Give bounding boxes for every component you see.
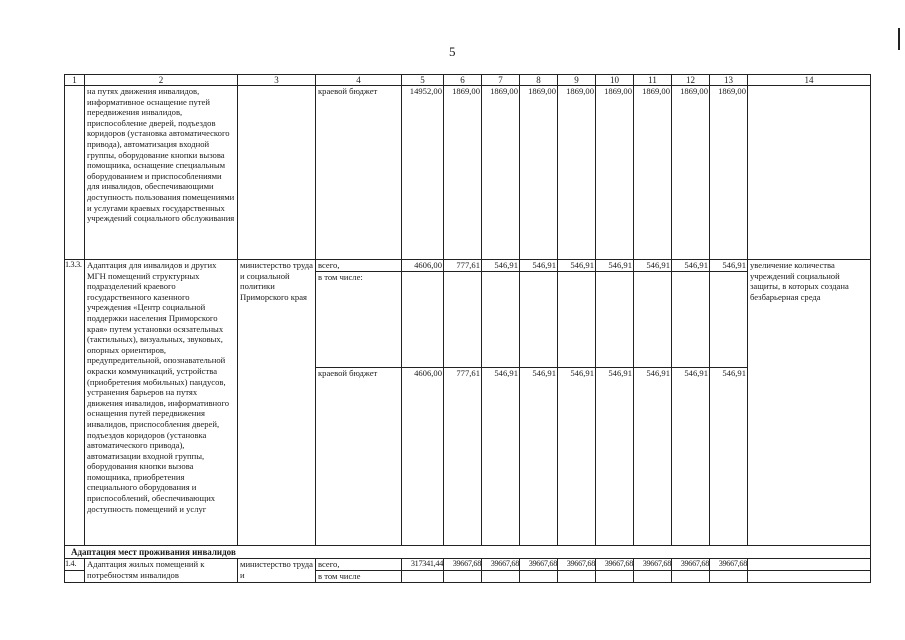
amount-cell: 546,91 [672,260,710,272]
amount-cell: 546,91 [710,368,748,546]
result-cell [748,559,871,571]
item-number-cell: 1.3.3. [65,260,85,546]
header-row [65,75,871,86]
amount-cell: 39667,68 [520,559,558,571]
amount-cell: 1869,00 [710,86,748,260]
amount-cell: 4606,00 [402,260,444,272]
item-number-cell [65,571,85,583]
amount-cell: 4606,00 [402,368,444,546]
header-cell: 8 [520,75,558,86]
executor-cell [238,86,316,260]
item-number-cell: 1.4. [65,559,85,571]
edge-mark [898,28,900,50]
amount-cell: 39667,68 [482,559,520,571]
amount-cell: 1869,00 [558,86,596,260]
program-table [64,74,871,583]
section-title: Адаптация мест проживания инвалидов [65,546,871,559]
amount-cell [520,571,558,583]
amount-cell: 39667,68 [710,559,748,571]
measure-description: на путях движения инвалидов, информативное оснащение путей передвижения инвалидов, приспособление дверей, подъездов коридоров (установка автоматического привода), автоматизация входной группы, оборудование кнопки вызова помощника, оснащение специальным оборудованием и приспособлениями для инвалидов, обеспечивающими доступность пользования помещениями и услугами краевых государственных учреждений социального обслуживания [85,86,238,260]
result-cell [748,86,871,260]
amount-cell [634,272,672,368]
amount-cell [520,272,558,368]
table-row [65,86,871,260]
header-cell: 9 [558,75,596,86]
page-number: 5 [449,44,456,59]
amount-cell: 1869,00 [672,86,710,260]
amount-cell: 546,91 [520,260,558,272]
amount-cell: 546,91 [558,260,596,272]
table-row [65,559,871,571]
header-cell: 10 [596,75,634,86]
table-row [65,260,871,272]
result-cell: увеличение количества учреждений социальной защиты, в которых создана безбарьерная среда [748,260,871,546]
amount-cell [710,571,748,583]
header-cell: 3 [238,75,316,86]
header-cell: 7 [482,75,520,86]
total-label: всего, [316,260,402,272]
header-cell: 6 [444,75,482,86]
amount-cell [444,272,482,368]
executor-cell: министерство труда и [238,559,316,583]
amount-cell: 1869,00 [520,86,558,260]
amount-cell: 546,91 [596,368,634,546]
amount-cell [672,571,710,583]
result-cell [748,571,871,583]
amount-cell: 546,91 [558,368,596,546]
amount-cell: 546,91 [520,368,558,546]
amount-cell [402,272,444,368]
amount-cell: 777,61 [444,260,482,272]
amount-cell: 1869,00 [596,86,634,260]
including-label: в том числе [316,571,402,583]
executor-cell: министерство труда и социальной политики Приморского края [238,260,316,546]
amount-cell: 546,91 [634,260,672,272]
amount-cell: 777,61 [444,368,482,546]
amount-cell: 39667,68 [634,559,672,571]
header-cell: 12 [672,75,710,86]
amount-cell: 546,91 [482,260,520,272]
amount-cell: 1869,00 [482,86,520,260]
amount-cell: 546,91 [634,368,672,546]
amount-cell: 546,91 [710,260,748,272]
header-cell: 1 [65,75,85,86]
amount-cell: 546,91 [482,368,520,546]
amount-cell [482,571,520,583]
header-cell: 13 [710,75,748,86]
total-label: всего, [316,559,402,571]
amount-cell: 1869,00 [444,86,482,260]
amount-cell [710,272,748,368]
amount-cell: 14952,00 [402,86,444,260]
amount-cell: 39667,68 [596,559,634,571]
amount-cell [596,272,634,368]
amount-cell: 317341,44 [402,559,444,571]
header-cell: 5 [402,75,444,86]
header-cell: 2 [85,75,238,86]
funding-source: краевой бюджет [316,368,402,546]
amount-cell: 39667,68 [444,559,482,571]
section-row [65,546,871,559]
amount-cell [672,272,710,368]
amount-cell [596,571,634,583]
amount-cell [558,571,596,583]
funding-source: краевой бюджет [316,86,402,260]
amount-cell [402,571,444,583]
amount-cell [558,272,596,368]
header-cell: 14 [748,75,871,86]
including-label: в том числе: [316,272,402,368]
amount-cell [634,571,672,583]
header-cell: 11 [634,75,672,86]
amount-cell [444,571,482,583]
amount-cell [482,272,520,368]
header-cell: 4 [316,75,402,86]
amount-cell: 546,91 [672,368,710,546]
amount-cell: 1869,00 [634,86,672,260]
measure-description: Адаптация жилых помещений к потребностям инвалидов [85,559,238,583]
measure-description: Адаптация для инвалидов и других МГН помещений структурных подразделений краевого государственного казенного учреждения «Центр социальной поддержки населения Приморского края» путем установки осязательных (тактильных), визуальных, звуковых, опорных ориентиров, предупредительной, опознавательной окраски коммуникаций, устройства (приобретения мобильных) пандусов, устранения барьеров на путях движения инвалидов, информативного оснащения путей передвижения инвалидов, приспособления дверей, подъездов коридоров (установка автоматического привода), автоматизации входной группы, оборудования кнопки вызова помощника, приобретения специального оборудования и приспособлений, обеспечивающих доступность помещений и услуг [85,260,238,546]
amount-cell: 39667,68 [672,559,710,571]
amount-cell: 546,91 [596,260,634,272]
item-number-cell [65,86,85,260]
amount-cell: 39667,68 [558,559,596,571]
